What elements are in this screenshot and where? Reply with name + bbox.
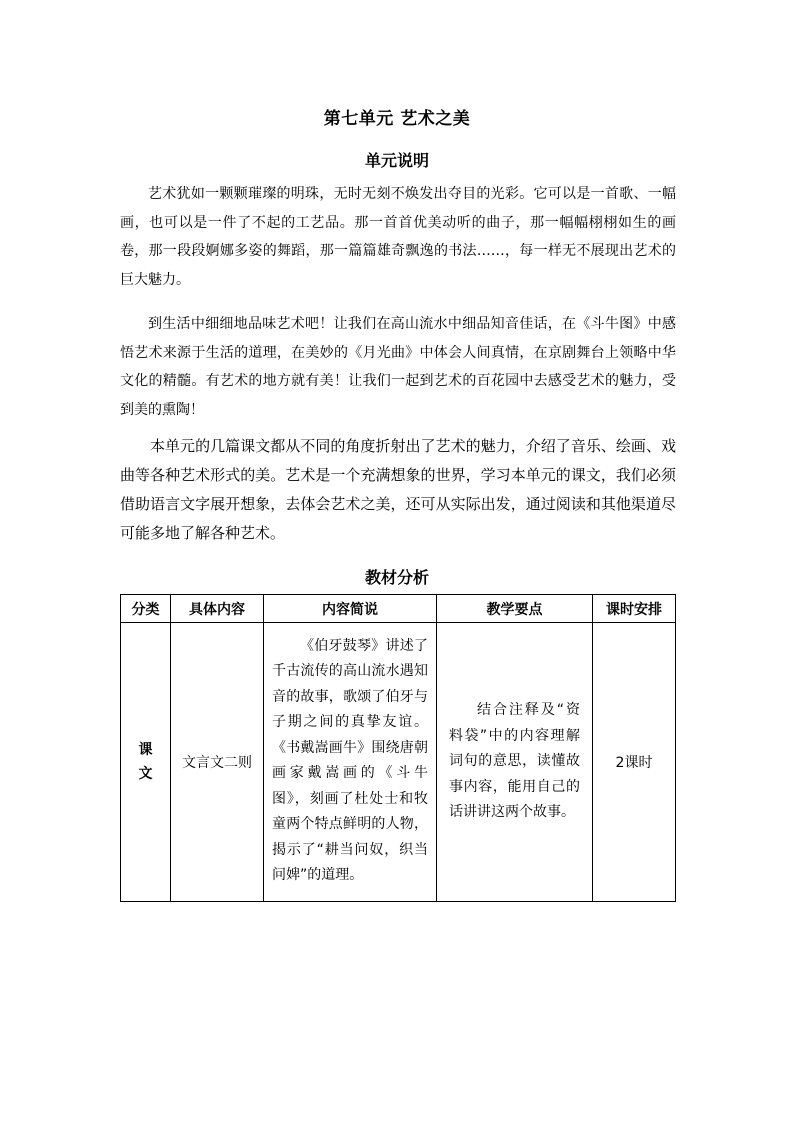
table-header-row xyxy=(121,595,676,623)
column-header-content: 具体内容 xyxy=(171,595,264,623)
column-header-hours: 课时安排 xyxy=(593,595,676,623)
teaching-points-cell xyxy=(437,623,593,902)
column-header-brief: 内容简说 xyxy=(264,595,437,623)
intro-paragraph-1: 艺术犹如一颗颗璀璨的明珠，无时无刻不焕发出夺目的光彩。它可以是一首歌、一幅画，也可以是一件了不起的工艺品。那一首首优美动听的曲子，那一幅幅栩栩如生的画卷，那一段段婀娜多姿的舞蹈，那一篇篇雄奇飘逸的书法……，每一样无不展现出艺术的巨大魅力。 xyxy=(120,186,676,288)
brief-cell xyxy=(264,623,437,902)
table-row xyxy=(121,623,676,902)
intro-paragraph-2: 到生活中细细地品味艺术吧！让我们在高山流水中细品知音佳话，在《斗牛图》中感悟艺术来源于生活的道理，在美妙的《月光曲》中体会人间真情，在京剧舞台上领略中华文化的精髓。有艺术的地方就有美！让我们一起到艺术的百花园中去感受艺术的魅力，受到美的熏陶！ xyxy=(120,316,676,418)
content-cell: 文言文二则 xyxy=(171,623,264,902)
intro-paragraph-3: 本单元的几篇课文都从不同的角度折射出了艺术的魅力，介绍了音乐、绘画、戏曲等各种艺术形式的美。艺术是一个充满想象的世界，学习本单元的课文，我们必须借助语言文字展开想象，去体会艺术之美，还可从实际出发，通过阅读和其他渠道尽可能多地了解各种艺术。 xyxy=(120,437,676,542)
textbook-analysis-table xyxy=(120,594,676,902)
teaching-points-text: 结合注释及“资料袋”中的内容理解词句的意思，读懂故事内容，能用自己的话讲讲这两个故事。 xyxy=(449,702,580,821)
column-header-category: 分类 xyxy=(121,595,171,623)
section-heading-textbook-analysis: 教材分析 xyxy=(364,568,429,587)
section-heading-unit-intro: 单元说明 xyxy=(364,151,429,170)
column-header-teaching-points: 教学要点 xyxy=(437,595,593,623)
category-line-2: 文 xyxy=(138,766,153,782)
unit-title: 第七单元 艺术之美 xyxy=(323,109,471,129)
hours-cell: 2课时 xyxy=(593,623,676,902)
brief-text: 《伯牙鼓琴》讲述了千古流传的高山流水遇知音的故事，歌颂了伯牙与子期之间的真挚友谊。《书戴嵩画牛》围绕唐朝画家戴嵩画的《斗牛图》，刻画了杜处士和牧童两个特点鲜明的人物，揭示了“耕当问奴，织当问婢”的道理。 xyxy=(272,637,428,883)
category-line-1: 课 xyxy=(138,742,153,758)
category-cell xyxy=(121,623,171,902)
